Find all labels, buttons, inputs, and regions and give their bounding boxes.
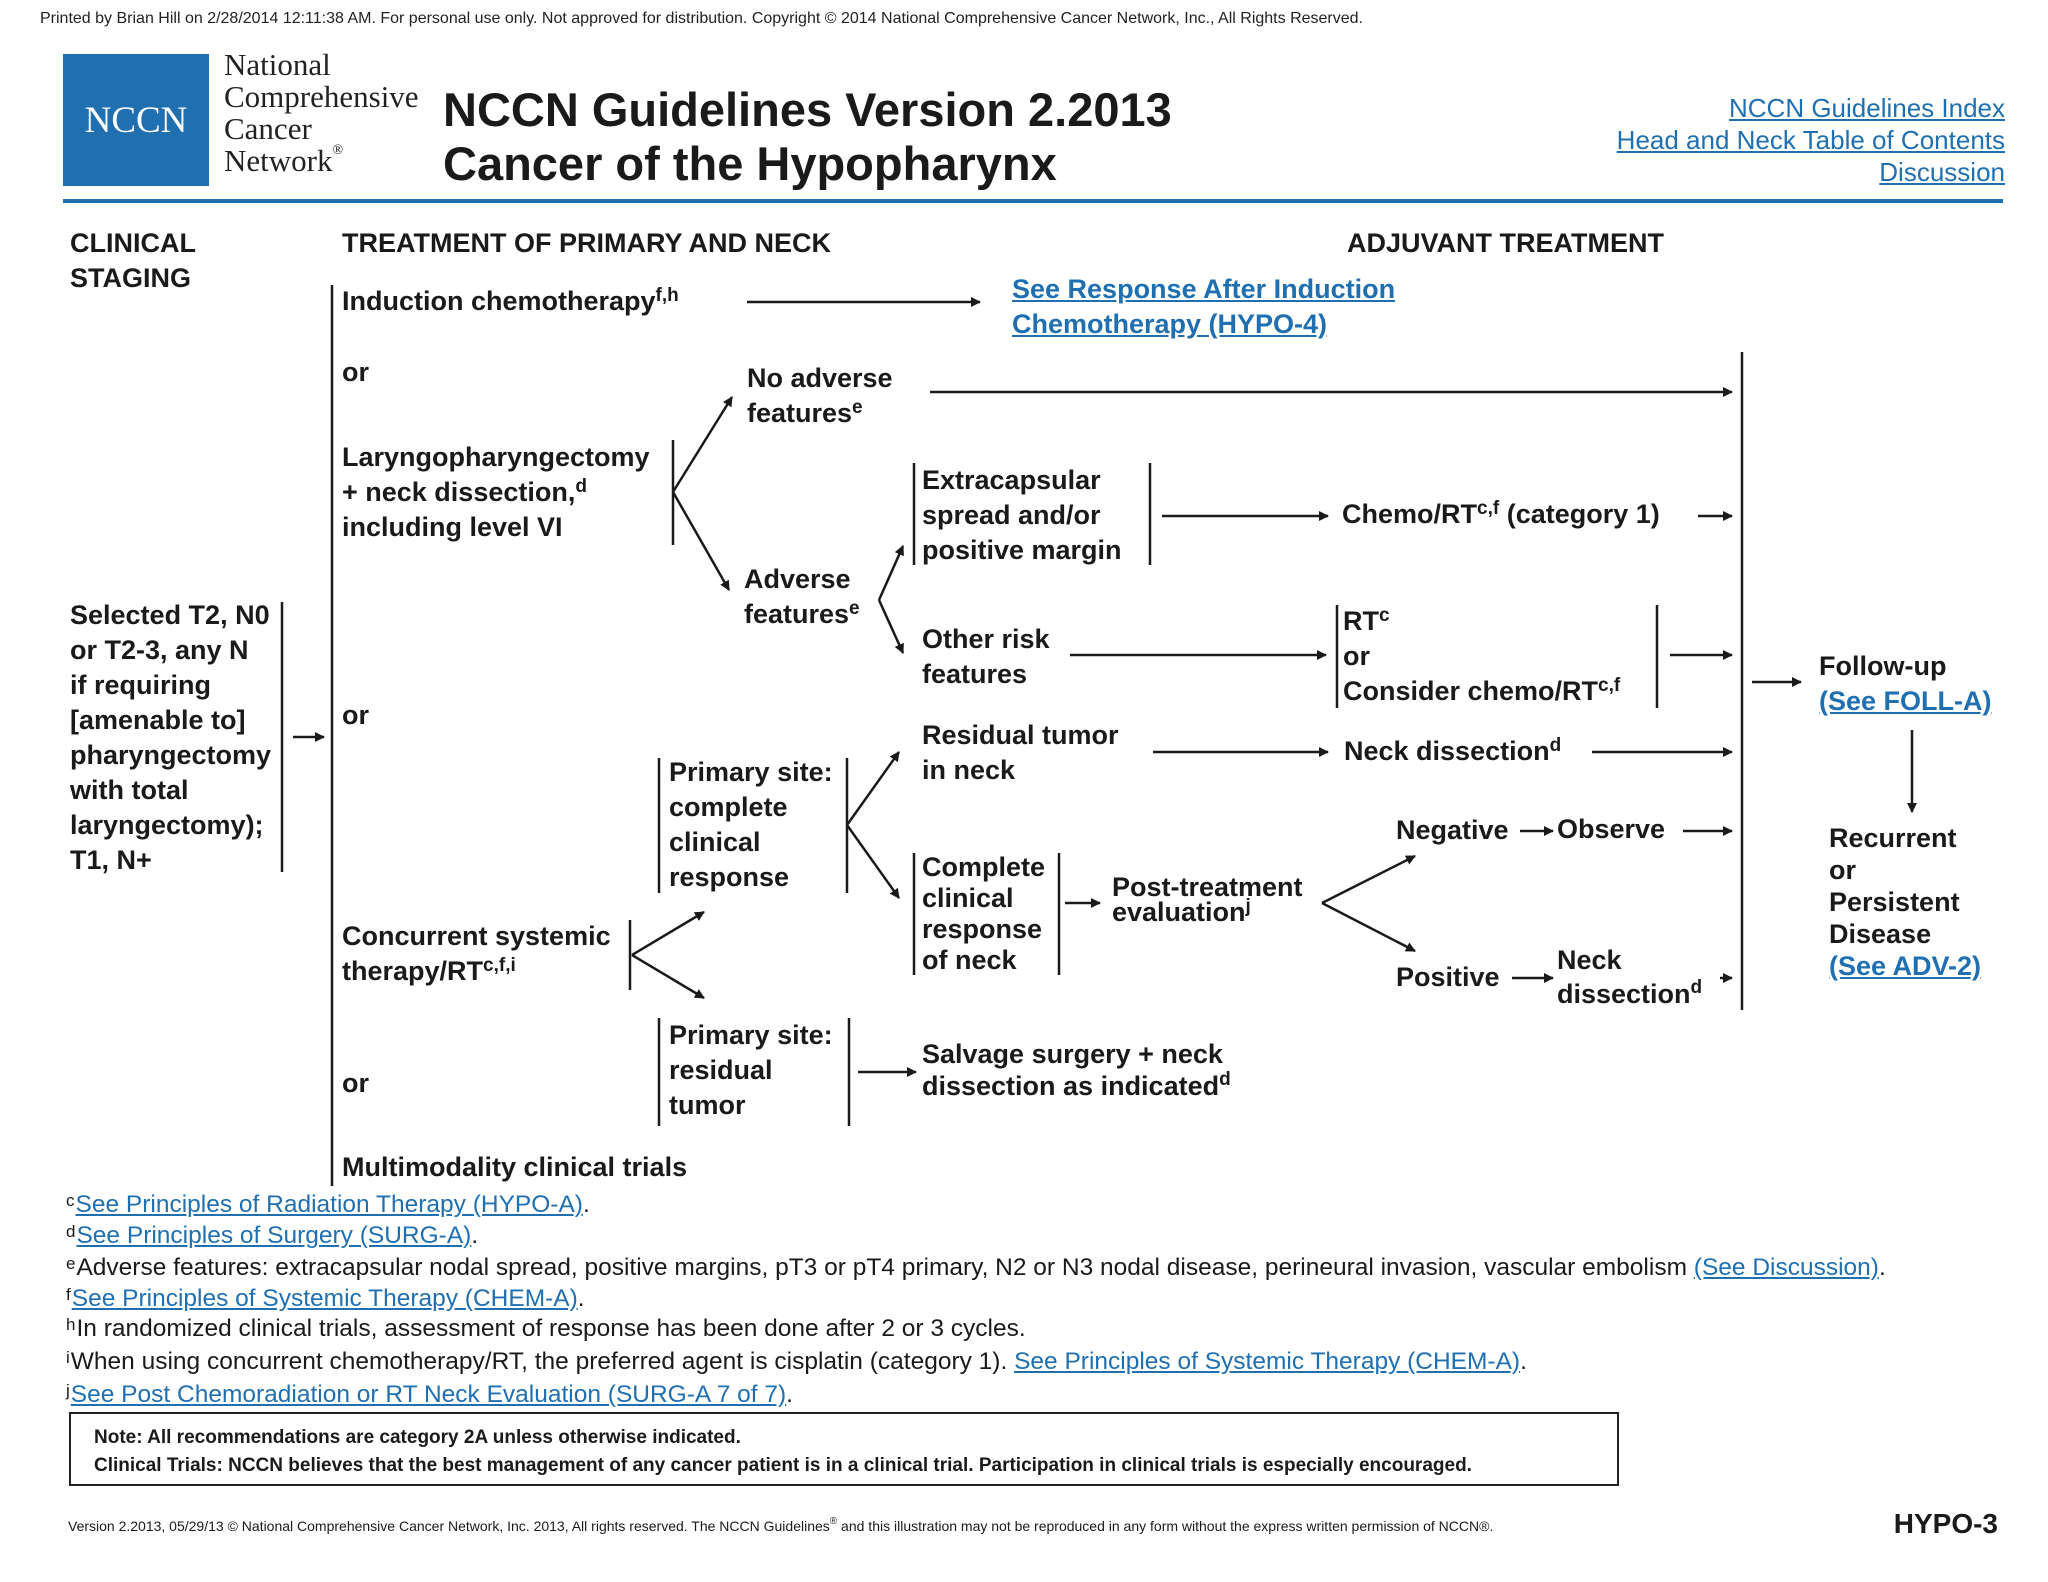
footnote-ref: j [1245, 896, 1251, 917]
node-line: Chemo/RT [1342, 499, 1477, 529]
complete-response-neck-node [922, 852, 1045, 976]
node-line: evaluation [1112, 897, 1246, 927]
node-line: Post-treatment [1112, 872, 1303, 902]
induction-label: Induction chemotherapy [342, 286, 656, 316]
staging-line: with total [70, 775, 189, 805]
registered-mark: ® [332, 143, 344, 158]
multimodality-trials-node: Multimodality clinical trials [342, 1152, 688, 1182]
node-line: or [1829, 855, 1856, 885]
column-header-line: STAGING [70, 263, 191, 293]
footnote-text: When using concurrent chemotherapy/RT, the preferred agent is cisplatin (category 1). [70, 1348, 1015, 1375]
salvage-surgery-node [922, 1038, 1231, 1102]
node-line: Concurrent systemic [342, 921, 611, 951]
node-line: Extracapsular [922, 465, 1101, 495]
version-text: Version 2.2013, 05/29/13 © National Comprehensive Cancer Network, Inc. 2013, All rights reserved. The NCCN Guidelines [68, 1518, 830, 1534]
page-title: NCCN Guidelines Version 2.2013 [443, 83, 1172, 136]
note-box [69, 1412, 1619, 1486]
neck-dissection-positive-node [1557, 943, 1702, 1011]
footnote-text: Adverse features: extracapsular nodal spread, positive margins, pT3 or pT4 primary, N2 or N3 nodal disease, perineural invasion, vascular embolism [76, 1254, 1694, 1281]
node-line: tumor [669, 1090, 746, 1120]
footnote-key: j [66, 1381, 70, 1400]
footnote-key: e [66, 1254, 76, 1273]
response-after-induction-link[interactable] [1012, 272, 1395, 342]
footnote-link[interactable]: See Principles of Radiation Therapy (HYPO-A) [75, 1191, 583, 1218]
footnote-link[interactable]: See Principles of Systemic Therapy (CHEM-A) [1014, 1348, 1521, 1375]
staging-line: Selected T2, N0 [70, 600, 270, 630]
rt-or-chemo-node [1343, 604, 1620, 709]
footnote-key: i [66, 1348, 70, 1367]
node-line: features [922, 659, 1028, 689]
staging-line: laryngectomy); [70, 810, 264, 840]
column-header-line: CLINICAL [70, 228, 196, 258]
node-line: + neck dissection, [342, 477, 576, 507]
footnote-i [66, 1347, 1527, 1377]
footnote-punct: . [582, 1191, 590, 1218]
version-text: and this illustration may not be reproduced in any form without the express written permission of NCCN®. [837, 1518, 1494, 1534]
footnote-key: d [66, 1222, 76, 1241]
footnote-ref: e [852, 397, 863, 418]
footnote-text: In randomized clinical trials, assessment of response has been done after 2 or 3 cycles. [76, 1315, 1026, 1342]
guidelines-index-link[interactable]: NCCN Guidelines Index [1728, 93, 2005, 123]
node-line: Neck [1557, 945, 1622, 975]
footnote-punct: . [1520, 1348, 1527, 1375]
node-line: Recurrent [1829, 823, 1957, 853]
footnote-ref: c,f [1598, 675, 1621, 696]
discussion-link[interactable]: Discussion [1879, 157, 2005, 187]
node-line: residual [669, 1055, 773, 1085]
link-line[interactable]: Chemotherapy (HYPO-4) [1012, 309, 1328, 339]
version-footer [68, 1518, 1493, 1534]
footnote-j [66, 1380, 793, 1410]
note-line: Clinical Trials: NCCN believes that the best management of any cancer patient is in a clinical trial. Participation in clinical trials is especially encouraged. [94, 1455, 1472, 1476]
residual-tumor-neck-node [922, 718, 1119, 788]
staging-line: or T2-3, any N [70, 635, 249, 665]
footnote-ref: d [1690, 977, 1703, 998]
footnote-punct: . [786, 1381, 793, 1408]
footnote-ref: c [1379, 605, 1390, 626]
node-line: of neck [922, 945, 1017, 975]
footnote-ref: e [849, 598, 860, 619]
node-line: or [1343, 641, 1370, 671]
footnote-ref: f,h [655, 285, 679, 306]
footnote-key: c [66, 1191, 75, 1210]
no-adverse-features-node [747, 361, 893, 431]
logo-line: National [224, 47, 331, 82]
node-line: response [922, 914, 1043, 944]
logo-line: Network [224, 143, 333, 178]
footnote-link[interactable]: (See Discussion) [1693, 1254, 1879, 1281]
footnote-key: f [66, 1285, 71, 1304]
page-subtitle: Cancer of the Hypopharynx [443, 137, 1057, 190]
nccn-logo: NCCN [63, 54, 209, 186]
observe-node: Observe [1557, 814, 1666, 844]
footnote-f [66, 1284, 585, 1314]
post-treatment-evaluation-node [1112, 872, 1303, 927]
primary-complete-response-node [669, 755, 833, 895]
staging-line: pharyngectomy [70, 740, 272, 770]
node-line: dissection [1557, 979, 1691, 1009]
recurrent-disease-node [1829, 822, 1981, 982]
see-foll-a-link[interactable]: (See FOLL-A) [1819, 686, 1992, 716]
staging-line: T1, N+ [70, 845, 152, 875]
node-line: clinical [669, 827, 761, 857]
node-line: Complete [922, 852, 1046, 882]
node-line: Primary site: [669, 757, 833, 787]
see-adv-2-link[interactable]: (See ADV-2) [1829, 951, 1982, 981]
footnote-ref: c,f [1477, 498, 1500, 519]
footnote-ref: d [1549, 735, 1562, 756]
logo-line: Cancer [224, 111, 312, 146]
node-line: Residual tumor [922, 720, 1119, 750]
node-line: including level VI [342, 512, 563, 542]
extracapsular-spread-node [922, 463, 1122, 568]
node-line: features [744, 599, 850, 629]
primary-residual-tumor-node [669, 1018, 833, 1123]
node-line: positive margin [922, 535, 1122, 565]
node-line: Persistent [1829, 887, 1960, 917]
print-notice: Printed by Brian Hill on 2/28/2014 12:11:38 AM. For personal use only. Not approved for distribution. Copyright © 2014 National Comprehensive Cancer Network, Inc., All Rights Reserved. [40, 10, 1363, 27]
note-line: Note: All recommendations are category 2A unless otherwise indicated. [94, 1427, 741, 1448]
footnote-link[interactable]: See Principles of Surgery (SURG-A) [76, 1222, 472, 1249]
neck-dissection-node [1344, 734, 1561, 769]
node-line: spread and/or [922, 500, 1101, 530]
footnote-punct: . [1878, 1254, 1886, 1281]
link-line[interactable]: See Response After Induction [1012, 274, 1396, 304]
negative-node: Negative [1396, 815, 1509, 845]
footnote-link[interactable]: See Post Chemoradiation or RT Neck Evaluation (SURG-A 7 of 7) [70, 1381, 787, 1408]
footnote-punct: . [577, 1285, 585, 1312]
footnote-d [66, 1221, 478, 1251]
laryngopharyngectomy-node [342, 440, 650, 545]
staging-line: if requiring [70, 670, 211, 700]
node-line: Neck dissection [1344, 736, 1550, 766]
node-line: Disease [1829, 919, 1932, 949]
node-line: Other risk [922, 624, 1050, 654]
category-label: (category 1) [1506, 499, 1660, 529]
node-line: Salvage surgery + neck [922, 1039, 1223, 1069]
induction-chemotherapy-node [342, 284, 679, 319]
column-header-treatment: TREATMENT OF PRIMARY AND NECK [342, 228, 831, 258]
other-risk-features-node [922, 622, 1050, 692]
node-line: Follow-up [1819, 651, 1947, 681]
node-line: complete [669, 792, 788, 822]
node-line: RT [1343, 606, 1379, 636]
concurrent-therapy-node [342, 919, 611, 989]
node-line: No adverse [747, 363, 893, 393]
node-line: Adverse [744, 564, 851, 594]
chemo-rt-node [1342, 497, 1660, 532]
node-line: Consider chemo/RT [1343, 676, 1599, 706]
node-line: clinical [922, 883, 1014, 913]
column-header-adjuvant: ADJUVANT TREATMENT [1347, 228, 1664, 258]
table-of-contents-link[interactable]: Head and Neck Table of Contents [1616, 125, 2005, 155]
footnote-punct: . [471, 1222, 479, 1249]
footnote-ref: d [575, 476, 587, 497]
node-line: therapy/RT [342, 956, 484, 986]
staging-criteria [70, 598, 271, 878]
staging-line: [amenable to] [70, 705, 246, 735]
logo-line: Comprehensive [224, 79, 419, 114]
footnote-ref: c,f,i [483, 955, 516, 976]
node-line: Laryngopharyngectomy [342, 442, 650, 472]
footnote-c [66, 1190, 590, 1220]
footnote-e [66, 1253, 1886, 1283]
node-line: response [669, 862, 790, 892]
footnote-ref: d [1219, 1069, 1231, 1090]
registered-mark: ® [829, 1516, 838, 1527]
follow-up-node [1819, 649, 1992, 719]
node-line: in neck [922, 755, 1016, 785]
footnote-key: h [66, 1315, 76, 1334]
node-line: features [747, 398, 853, 428]
footnote-link[interactable]: See Principles of Systemic Therapy (CHEM-A) [71, 1285, 578, 1312]
adverse-features-node [744, 562, 860, 632]
node-line: Primary site: [669, 1020, 833, 1050]
footnote-h [66, 1314, 1026, 1344]
positive-node: Positive [1396, 962, 1500, 992]
or-label: or [342, 357, 369, 387]
or-label: or [342, 700, 369, 730]
page-id: HYPO-3 [1893, 1508, 1998, 1539]
node-line: dissection as indicated [922, 1071, 1220, 1101]
or-label: or [342, 1068, 369, 1098]
